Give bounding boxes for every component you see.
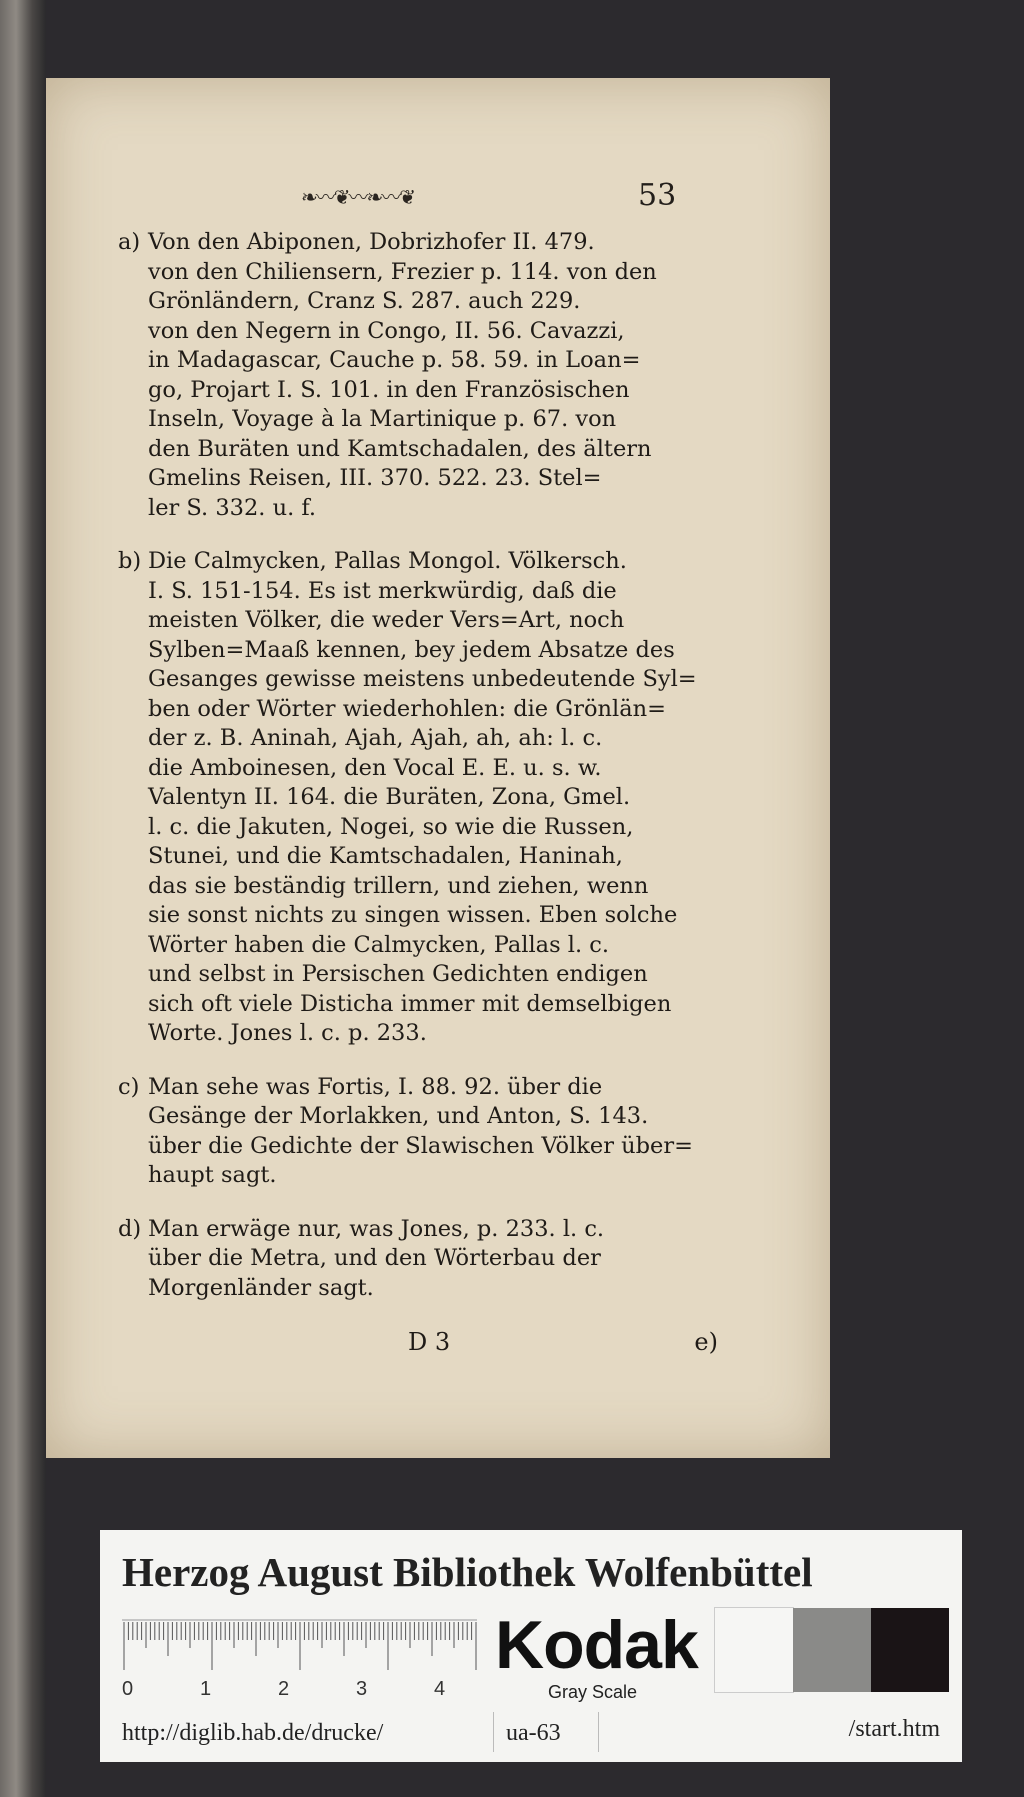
footnote-text: Man sehe was Fortis, I. 88. 92. über die: [148, 1073, 603, 1100]
divider: [493, 1712, 494, 1752]
footnote-text: Sylben=Maaß kennen, bey jedem Absatze des: [148, 636, 675, 663]
footnote-line: [118, 1215, 718, 1245]
footnote-label: b): [118, 548, 142, 574]
footnote-line: [118, 636, 718, 666]
footnote-line: [118, 376, 718, 406]
footnote-text: über die Gedichte der Slawischen Völker über=: [148, 1132, 693, 1159]
adjacent-page-edge: [0, 0, 46, 1797]
footnote-line: [118, 754, 718, 784]
catchword: e): [694, 1328, 718, 1356]
footnote-text: Stunei, und die Kamtschadalen, Haninah,: [148, 843, 623, 869]
signature-mark: D 3: [408, 1328, 451, 1356]
footnote-label: a): [118, 229, 141, 255]
scale-number-1: 1: [200, 1678, 212, 1700]
footnote-text: und selbst in Persischen Gedichten endigen: [148, 961, 648, 987]
scale-number-4: 4: [434, 1678, 446, 1700]
ruler-scale: [122, 1618, 477, 1674]
footnote-text: sich oft viele Distichа immer mit demselbigen: [148, 990, 672, 1017]
footnote-text: Die Calmycken, Pallas Mongol. Völkersch.: [148, 548, 627, 574]
footnote-line: [118, 665, 718, 695]
scale-number-0: 0: [122, 1678, 134, 1700]
library-title: Herzog August Bibliothek Wolfenbüttel: [122, 1549, 813, 1595]
footnote-text: Gmelins Reisen, III. 370. 522. 23. Stel=: [148, 465, 602, 491]
kodak-logo: Kodak: [495, 1607, 698, 1683]
footnote-text: ler S. 332. u. f.: [148, 494, 317, 521]
footnote-line: [118, 724, 718, 754]
footnote-text: Gesänge der Morlakken, und Anton, S. 143.: [148, 1103, 649, 1129]
footnote-line: [118, 1274, 718, 1304]
footnote-text: Grönländern, Cranz S. 287. auch 229.: [148, 288, 581, 314]
footnote-text: sie sonst nichts zu singen wissen. Eben solche: [148, 902, 678, 928]
footnote-text: meisten Völker, die weder Vers=Art, noch: [148, 607, 625, 633]
footnote-text: die Amboinesen, den Vocal E. E. u. s. w.: [148, 754, 602, 781]
footnote-text: Gesanges gewisse meistens unbedeutende Syl=: [148, 666, 697, 692]
footnote-text: l. c. die Jakuten, Nogei, so wie die Russen,: [148, 813, 634, 840]
footnote-line: [118, 1102, 718, 1132]
footnote-line: [118, 872, 718, 902]
footnote: [118, 1073, 718, 1191]
footnote-line: [118, 435, 718, 465]
footnote-line: [118, 1019, 718, 1049]
footnote-text: go, Projart I. S. 101. in den Französischen: [148, 376, 630, 403]
footnote-text: von den Chiliensern, Frezier p. 114. von den: [148, 258, 657, 285]
footnote: [118, 1215, 718, 1304]
gray-swatch-white: [715, 1608, 793, 1692]
page-footer: [118, 1328, 718, 1360]
library-color-card: [100, 1530, 962, 1762]
footnote-text: Man erwäge nur, was Jones, p. 233. l. c.: [148, 1215, 605, 1242]
gray-swatch-black: [871, 1608, 949, 1692]
footnote-text: haupt sagt.: [148, 1162, 277, 1188]
footnote-text: über die Metra, und den Wörterbau der: [148, 1245, 601, 1271]
footnote-text: der z. B. Aninah, Ajah, Ajah, ah, ah: l. c.: [148, 725, 603, 751]
footnote-text: Inseln, Voyage à la Martinique p. 67. von: [148, 406, 617, 432]
footnote-line: [118, 1073, 718, 1103]
book-page: [46, 78, 830, 1458]
divider: [598, 1712, 599, 1752]
gray-scale-label: Gray Scale: [548, 1682, 638, 1702]
footnote-line: [118, 577, 718, 607]
footnote: [118, 547, 718, 1049]
footnote-line: [118, 813, 718, 843]
footnote-label: d): [118, 1215, 142, 1242]
scale-number-3: 3: [356, 1678, 368, 1700]
footnote-text: in Madagascar, Cauche p. 58. 59. in Loan=: [148, 347, 641, 373]
header-ornament: ❧〰❦〰❧〰❦: [301, 190, 415, 204]
footnote-line: [118, 901, 718, 931]
footnote-line: [118, 606, 718, 636]
footnote-text: das sie beständig trillern, und ziehen, wenn: [148, 872, 649, 899]
footnote: [118, 228, 718, 523]
library-url: http://diglib.hab.de/drucke/: [122, 1720, 384, 1746]
footnote-text: I. S. 151-154. Es ist merkwürdig, daß die: [148, 577, 617, 604]
footnote-text: von den Negern in Congo, II. 56. Cavazzi,: [148, 317, 625, 344]
footnote-line: [118, 990, 718, 1020]
scale-number-2: 2: [278, 1678, 290, 1700]
footnote-line: [118, 228, 718, 258]
footnote-text: Worte. Jones l. c. p. 233.: [148, 1020, 427, 1046]
gray-swatch-mid: [793, 1608, 871, 1692]
footnote-line: [118, 1161, 718, 1191]
footnote-line: [118, 494, 718, 524]
footnote-line: [118, 1132, 718, 1162]
footnote-line: [118, 783, 718, 813]
footnote-text: Wörter haben die Calmycken, Pallas l. c.: [148, 931, 610, 958]
footnote-line: [118, 464, 718, 494]
footnote-line: [118, 1244, 718, 1274]
footnote-line: [118, 695, 718, 725]
footnote-line: [118, 842, 718, 872]
shelfmark: ua-63: [506, 1720, 561, 1746]
footnote-line: [118, 317, 718, 347]
footnote-line: [118, 405, 718, 435]
footnote-line: [118, 931, 718, 961]
url-suffix: /start.htm: [848, 1716, 940, 1742]
footnote-line: [118, 547, 718, 577]
footnote-text: den Buräten und Kamtschadalen, des ältern: [148, 435, 652, 462]
footnote-line: [118, 960, 718, 990]
footnote-line: [118, 287, 718, 317]
ruler-numbers: [122, 1678, 477, 1706]
footnote-line: [118, 346, 718, 376]
footnote-text: Von den Abiponen, Dobrizhofer II. 479.: [148, 229, 595, 255]
footnote-label: c): [118, 1073, 140, 1100]
page-number: 53: [638, 178, 677, 213]
footnote-text: Morgenländer sagt.: [148, 1274, 374, 1301]
footnote-text: Valentyn II. 164. die Buräten, Zona, Gmel.: [148, 784, 631, 810]
footnotes: [118, 228, 718, 1327]
footnote-line: [118, 258, 718, 288]
footnote-text: ben oder Wörter wiederhohlen: die Grönlän=: [148, 695, 666, 722]
